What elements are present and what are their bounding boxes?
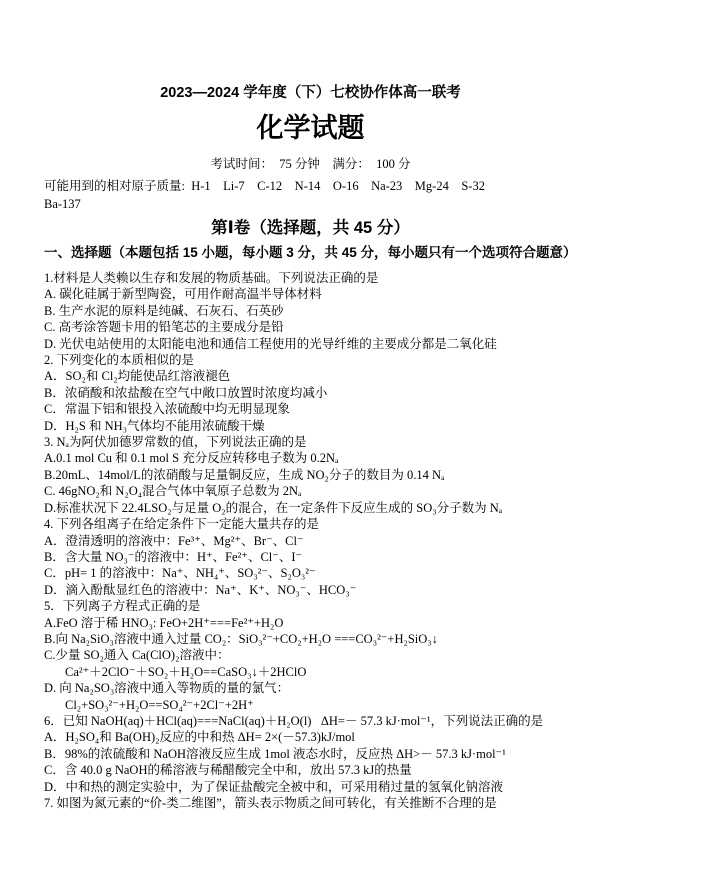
- question-2-option-A: A．SO₂和 Cl₂均能使品红溶液褪色: [44, 369, 231, 384]
- question-5-option-B: B.向 Na₂SiO₃溶液中通入过量 CO₂：SiO₃²⁻+CO₂+H₂O ===CO₃²⁻+H₂SiO₃↓: [44, 631, 438, 646]
- question-5-option-C-equation: Ca²⁺＋2ClO⁻＋SO₂＋H₂O==CaSO₃↓＋2HClO: [65, 664, 307, 679]
- question-1-stem: 1.材料是人类赖以生存和发展的物质基础。下列说法正确的是: [44, 271, 379, 285]
- page-title: 化学试题: [256, 113, 365, 143]
- question-3-stem: 3. Nₐ为阿伏加德罗常数的值，下列说法正确的是: [44, 435, 307, 450]
- question-2-option-B: B．浓硝酸和浓盐酸在空气中敞口放置时浓度均减小: [44, 385, 328, 400]
- question-5-option-C: C.少量 SO₂通入 Ca(ClO)₂溶液中：: [44, 648, 230, 663]
- atomic-masses-line-2: Ba-137: [44, 197, 81, 211]
- question-6-option-C: C．含 40.0 g NaOH的稀溶液与稀醋酸完全中和，放出 57.3 kJ的热量: [44, 763, 412, 778]
- question-1-option-B: B. 生产水泥的原料是纯碱、石灰石、石英砂: [44, 303, 284, 318]
- question-4-option-B: B．含大量 NO₃⁻的溶液中：H⁺、Fe²⁺、Cl⁻、I⁻: [44, 549, 303, 564]
- question-5-option-A: A.FeO 溶于稀 HNO₃: FeO+2H⁺===Fe²⁺+H₂O: [44, 615, 284, 630]
- question-2-stem: 2. 下列变化的本质相似的是: [44, 353, 195, 368]
- question-2-option-D: D．H₂S 和 NH₃气体均不能用浓硫酸干燥: [44, 418, 265, 433]
- atomic-masses-line-1: 可能用到的相对原子质量: H-1 Li-7 C-12 N-14 O-16 Na-23 Mg-24 S-32: [44, 179, 485, 193]
- question-4-option-A: A．澄清透明的溶液中：Fe³⁺、Mg²⁺、Br⁻、Cl⁻: [44, 533, 304, 548]
- question-1-option-D: D. 光伏电站使用的太阳能电池和通信工程使用的光导纤维的主要成分都是二氧化硅: [44, 336, 497, 351]
- questions-block: [44, 270, 684, 811]
- question-1-option-C: C. 高考涂答题卡用的铅笔芯的主要成分是铅: [44, 320, 284, 335]
- page-content: [44, 84, 684, 811]
- question-7-stem: 7. 如图为氮元素的“价-类二维图”，箭头表示物质之间可转化，有关推断不合理的是: [44, 796, 497, 810]
- question-3-option-A: A.0.1 mol Cu 和 0.1 mol S 充分反应转移电子数为 0.2Nₐ: [44, 451, 339, 466]
- question-6-option-D: D．中和热的测定实验中，为了保证盐酸完全被中和，可采用稍过量的氢氧化钠溶液: [44, 779, 504, 794]
- question-1-option-A: A. 碳化硅属于新型陶瓷，可用作耐高温半导体材料: [44, 287, 322, 302]
- exam-session-title: 2023—2024 学年度（下）七校协作体高一联考: [160, 85, 461, 101]
- question-3-option-B: B.20mL、14mol/L的浓硝酸与足量铜反应，生成 NO₂分子的数目为 0.14 Nₐ: [44, 467, 445, 482]
- exam-info-line: 考试时间： 75 分钟 满分： 100 分: [210, 157, 411, 171]
- question-6-option-B: B．98%的浓硫酸和 NaOH溶液反应生成 1mol 液态水时，反应热 ΔH>－ 57.3 kJ·mol⁻¹: [44, 746, 506, 761]
- section-one-heading: 一、选择题（本题包括 15 小题，每小题 3 分，共 45 分，每小题只有一个选项符合题意）: [44, 245, 577, 260]
- question-3-option-D: D.标准状况下 22.4LSO₂与足量 O₂的混合，在一定条件下反应生成的 SO₃分子数为 Nₐ: [44, 500, 503, 515]
- question-5-option-D: D. 向 Na₂SO₃溶液中通入等物质的量的氯气：: [44, 681, 290, 696]
- question-4-option-D: D．滴入酚酞显红色的溶液中：Na⁺、K⁺、NO₃⁻、HCO₃⁻: [44, 582, 357, 597]
- question-4-stem: 4. 下列各组离子在给定条件下一定能大量共存的是: [44, 517, 320, 532]
- question-2-option-C: C．常温下铝和银投入浓硫酸中均无明显现象: [44, 402, 290, 417]
- question-4-option-C: C．pH= 1 的溶液中：Na⁺、NH₄⁺、SO₃²⁻、S₂O₃²⁻: [44, 566, 316, 581]
- question-5-option-D-equation: Cl₂+SO₃²⁻+H₂O==SO₄²⁻+2Cl⁻+2H⁺: [65, 697, 254, 712]
- question-3-option-C: C. 46gNO₂和 N₂O₄混合气体中氧原子总数为 2Nₐ: [44, 484, 302, 499]
- question-6-stem: 6．已知 NaOH(aq)＋HCl(aq)===NaCl(aq)＋H₂O(l) ΔH=－ 57.3 kJ·mol⁻¹，下列说法正确的是: [44, 713, 544, 728]
- question-5-stem: 5．下列离子方程式正确的是: [44, 599, 201, 614]
- question-6-option-A: A．H₂SO₄和 Ba(OH)₂反应的中和热 ΔH= 2×(－57.3)kJ/mol: [44, 730, 355, 745]
- part-one-title: 第Ⅰ卷（选择题，共 45 分）: [211, 219, 410, 237]
